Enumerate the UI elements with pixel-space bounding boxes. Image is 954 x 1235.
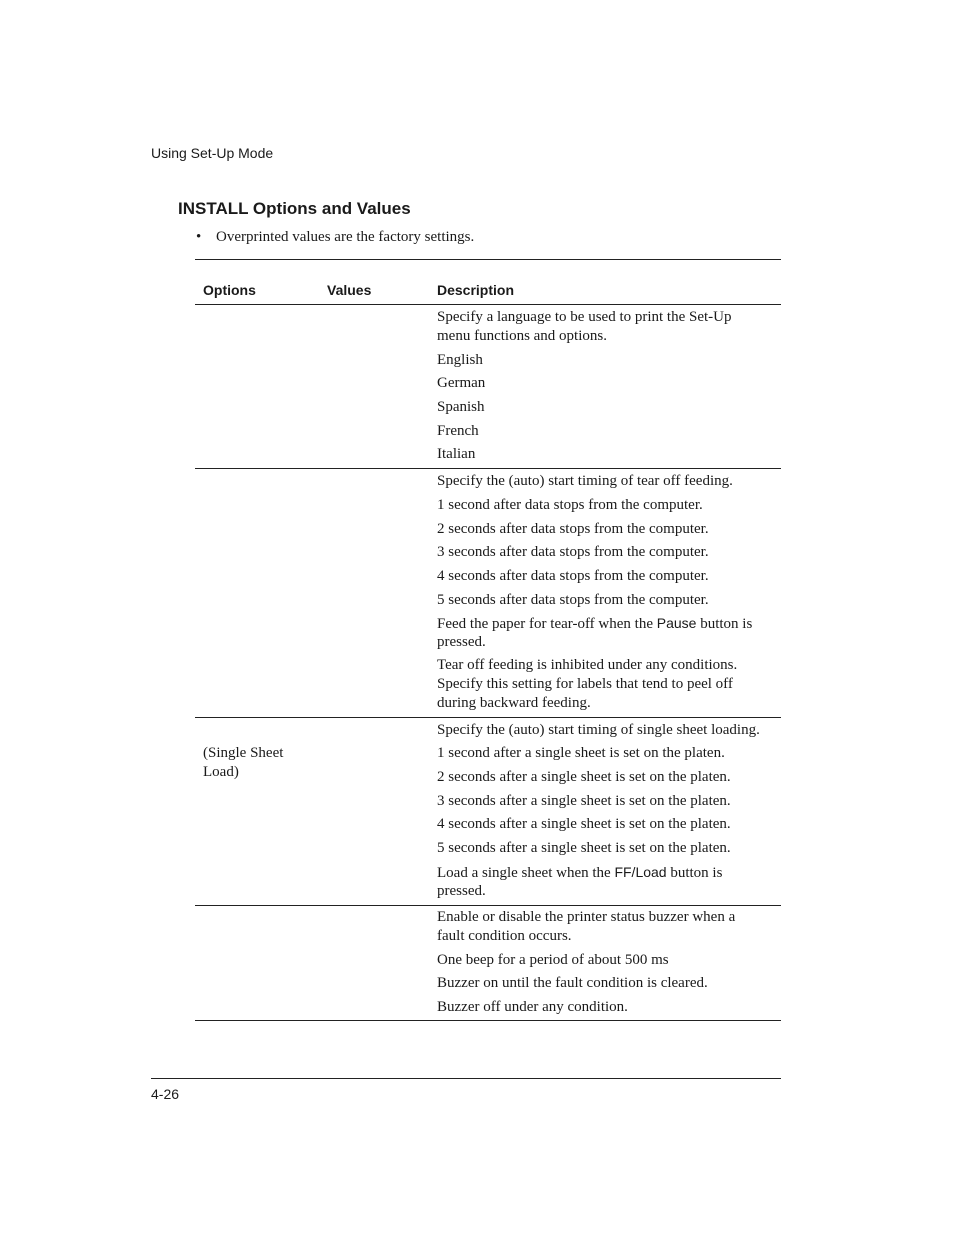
table-row — [195, 906, 781, 1020]
value-line: pressed. — [437, 883, 486, 899]
footer-rule — [151, 1078, 781, 1079]
running-header: Using Set-Up Mode — [151, 145, 274, 161]
description-line: menu functions and options. — [437, 328, 607, 344]
value-text: Load a single sheet when the — [437, 865, 615, 881]
value-line: 2 seconds after a single sheet is set on the platen. — [437, 769, 731, 785]
pause-button-name: Pause — [656, 615, 697, 631]
value-line: 5 seconds after data stops from the computer. — [437, 592, 709, 608]
value-line: Spanish — [437, 399, 485, 415]
option-label — [203, 744, 283, 782]
value-line: Italian — [437, 446, 476, 462]
value-line: French — [437, 423, 479, 439]
value-line: 3 seconds after a single sheet is set on the platen. — [437, 793, 731, 809]
description-line: Specify a language to be used to print the Set-Up — [437, 309, 732, 325]
table-top-rule — [195, 259, 781, 260]
table-row — [195, 469, 781, 717]
value-line: 1 second after a single sheet is set on the platen. — [437, 745, 725, 761]
value-text: Feed the paper for tear-off when the — [437, 616, 657, 632]
value-line: pressed. — [437, 634, 486, 650]
description-line: fault condition occurs. — [437, 928, 572, 944]
value-line: 5 seconds after a single sheet is set on the platen. — [437, 840, 731, 856]
value-line: Buzzer off under any condition. — [437, 999, 628, 1015]
column-header-options: Options — [203, 282, 256, 298]
value-line: during backward feeding. — [437, 695, 591, 711]
description-line: Specify the (auto) start timing of single sheet loading. — [437, 722, 760, 738]
value-line: German — [437, 375, 486, 391]
table-row — [195, 718, 781, 905]
table-bottom-rule — [195, 1020, 781, 1021]
value-line: 1 second after data stops from the computer. — [437, 497, 703, 513]
description-line: Specify the (auto) start timing of tear off feeding. — [437, 473, 733, 489]
value-text: button is — [696, 616, 753, 632]
value-line: English — [437, 352, 483, 368]
value-line: Specify this setting for labels that tend to peel off — [437, 676, 733, 692]
value-text: button is — [666, 865, 723, 881]
column-header-description: Description — [437, 282, 515, 298]
section-title: INSTALL Options and Values — [178, 199, 411, 218]
value-line — [437, 614, 752, 634]
bullet-icon: • — [196, 229, 202, 245]
value-line: 4 seconds after a single sheet is set on the platen. — [437, 816, 731, 832]
option-label-line: (Single Sheet — [203, 745, 284, 761]
page-number: 4-26 — [151, 1086, 180, 1102]
column-header-values: Values — [327, 282, 372, 298]
factory-settings-note — [196, 229, 474, 246]
value-line: Tear off feeding is inhibited under any conditions. — [437, 657, 738, 673]
value-line: 4 seconds after data stops from the computer. — [437, 568, 709, 584]
note-text: Overprinted values are the factory settings. — [216, 229, 475, 245]
option-label-line: Load) — [203, 764, 239, 780]
value-line: Buzzer on until the fault condition is cleared. — [437, 975, 708, 991]
ff-load-button-name: FF/Load — [614, 864, 667, 880]
table-row — [195, 305, 781, 468]
description-line: Enable or disable the printer status buzzer when a — [437, 909, 736, 925]
value-line — [437, 863, 722, 883]
value-line: 2 seconds after data stops from the computer. — [437, 521, 709, 537]
value-line: 3 seconds after data stops from the computer. — [437, 544, 709, 560]
value-line: One beep for a period of about 500 ms — [437, 952, 669, 968]
